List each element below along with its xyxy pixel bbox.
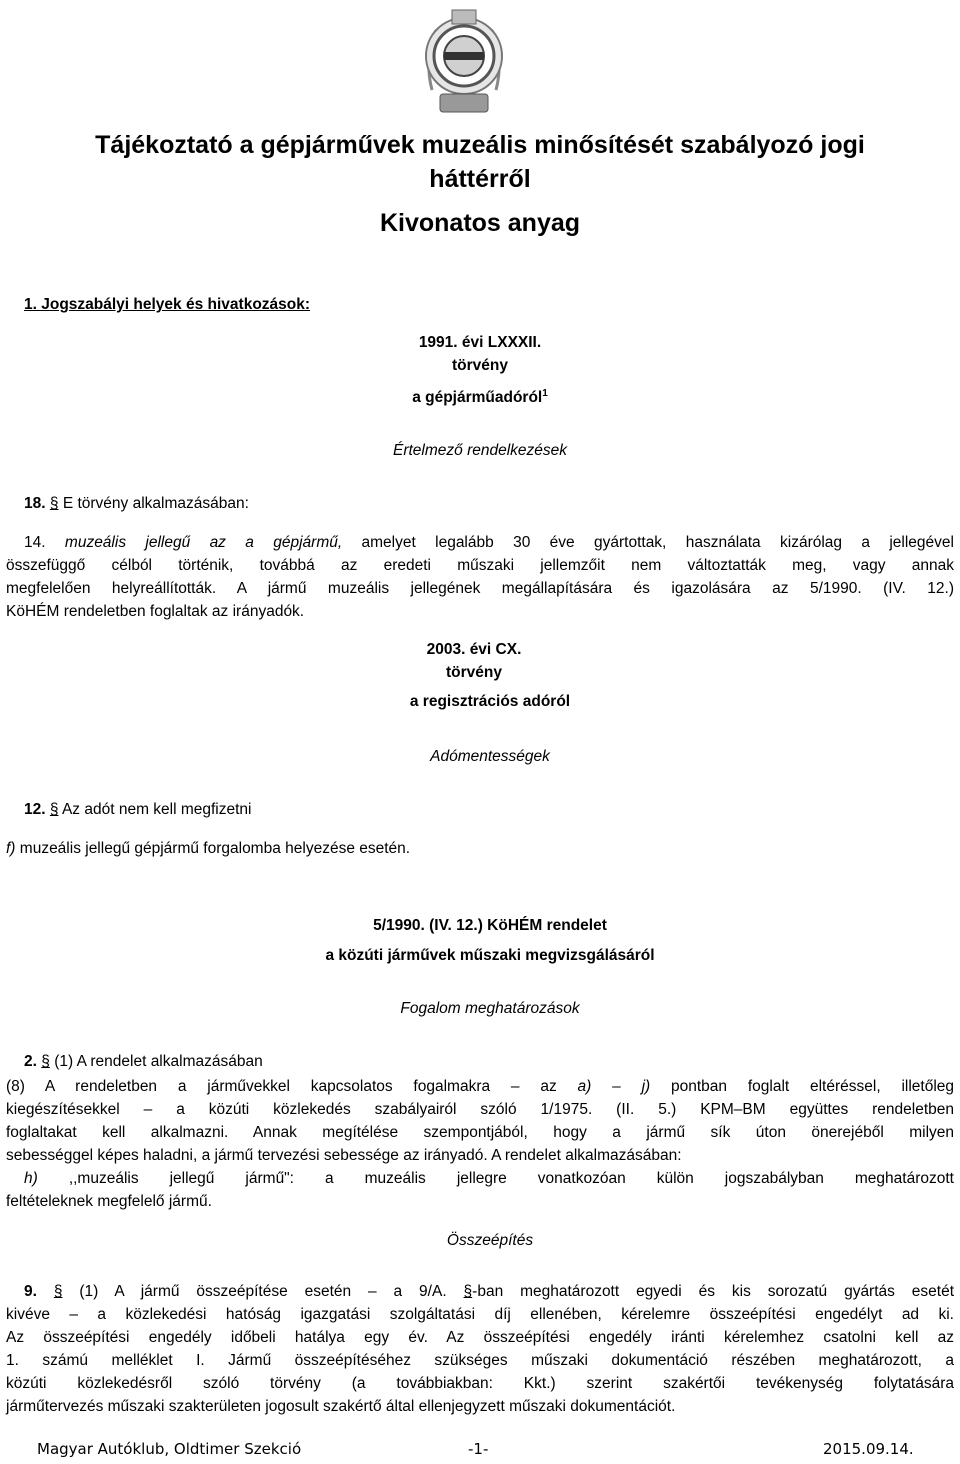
section-sign: §	[49, 801, 59, 818]
p8-dash: –	[612, 1078, 621, 1095]
p9-text-a: (1) A jármű összeépítése esetén – a 9/A.	[79, 1283, 447, 1300]
p8-ref-a: a)	[577, 1078, 592, 1095]
paragraph-number: 2.	[24, 1053, 37, 1070]
p8-text-e: pontban foglalt eltéréssel, illetőleg	[671, 1078, 955, 1095]
p9-line-3: Az összeépítési engedély időbeli hatálya egy év. Az összeépítési engedély iránti kérelemhez csatolni kell az	[6, 1329, 954, 1346]
law3-point-8	[6, 1075, 954, 1213]
p9-number: 9.	[24, 1283, 37, 1300]
p8-line-2: kiegészítésekkel – a közúti közlekedés szabályairól szóló 1/1975. (II. 5.) KPM–BM együttes rendeletben	[6, 1101, 954, 1118]
title-line-2: háttérről	[429, 165, 531, 193]
law2-paragraph-12	[24, 798, 252, 821]
law1-subject-text: a gépjárműadóról	[412, 389, 543, 407]
club-logo	[418, 0, 510, 118]
h-line-2: feltételeknek megfelelő jármű.	[6, 1193, 212, 1210]
law3-section2-title: Összeépítés	[446, 1232, 534, 1249]
logo-emblem-icon	[418, 0, 510, 118]
p9-line-5: közúti közlekedésről szóló törvény (a továbbiakban: Kkt.) szerint szakértői tevékenység folytatására	[6, 1375, 954, 1392]
p9-line-2: kivéve – a közlekedési hatóság igazgatási szolgáltatási díj ellenében, kérelemre összeépítési engedélyt ad ki.	[6, 1306, 954, 1323]
footer-date: 2015.09.14.	[823, 1440, 914, 1458]
p14-line-1-text: amelyet legalább 30 éve gyártottak, használata kizárólag a jellegével	[361, 534, 954, 551]
footer-organization: Magyar Autóklub, Oldtimer Szekció	[37, 1440, 302, 1458]
section-sign: §	[49, 495, 59, 512]
document-title	[0, 128, 960, 196]
h-line-1-text: ,,muzeális jellegű jármű": a muzeális jellegre vonatkozóan külön jogszabályban meghatározott	[68, 1170, 954, 1187]
section-sign: §	[53, 1283, 63, 1300]
law2-subject: a regisztrációs adóról	[409, 693, 571, 710]
p14-line-4: KöHÉM rendeletben foglaltak az irányadók.	[6, 603, 305, 620]
item-label: f)	[6, 840, 16, 857]
law3-paragraph-2	[24, 1050, 263, 1073]
law1-kind: törvény	[452, 357, 508, 374]
law3-section-title: Fogalom meghatározások	[400, 1000, 580, 1017]
paragraph-number: 18.	[24, 495, 46, 512]
footer-page-number: -1-	[468, 1440, 489, 1458]
document-subtitle: Kivonatos anyag	[379, 209, 581, 237]
law1-paragraph-18	[24, 492, 249, 515]
p8-line-3: foglaltakat kell alkalmazni. Annak megítélése szempontjából, hogy a jármű sík úton önerejéből milyen	[6, 1124, 954, 1141]
p8-line-4: sebességgel képes haladni, a jármű tervezési sebessége az irányadó. A rendelet alkalmazásában:	[6, 1147, 682, 1164]
section-sign: §	[41, 1053, 50, 1070]
item-text: muzeális jellegű gépjármű forgalomba helyezése esetén.	[19, 840, 411, 857]
section-sign-2: §	[463, 1283, 473, 1300]
p14-line-2: összefüggő célból történik, továbbá az eredeti műszaki jellemzőit nem változtatták meg, vagy annak	[6, 557, 954, 574]
law3-paragraph-9	[6, 1280, 954, 1418]
law1-point-14	[6, 531, 954, 623]
p9-line-4: 1. számú melléklet I. Jármű összeépítéséhez szükséges műszaki dokumentáció részében meghatározott, a	[6, 1352, 954, 1369]
p9-line-6: járműtervezés műszaki szakterületen jogosult szakértő által ellenjegyzett műszaki dokumentációt.	[6, 1398, 676, 1415]
law3-subject: a közúti járművek műszaki megvizsgálásáról	[325, 947, 655, 964]
paragraph-text: Az adót nem kell megfizetni	[61, 801, 252, 818]
law2-number: 2003. évi CX.	[426, 641, 522, 658]
p14-line-3: megfelelően helyreállították. A jármű muzeális jellegének megállapítására és igazolására az 5/1990. (IV. 12.)	[6, 580, 954, 597]
law1-number: 1991. évi LXXXII.	[418, 334, 542, 351]
p9-line-1	[6, 1280, 954, 1303]
p14-term: muzeális jellegű az a gépjármű,	[64, 534, 343, 551]
h-label: h)	[24, 1170, 38, 1187]
paragraph-number: 12.	[24, 801, 46, 818]
paragraph-text: E törvény alkalmazásában:	[62, 495, 249, 512]
p14-number: 14.	[24, 534, 46, 551]
h-line-1	[6, 1167, 954, 1190]
title-line-1: Tájékoztató a gépjárművek muzeális minősítését szabályozó jogi	[95, 131, 865, 159]
law1-section-title: Értelmező rendelkezések	[392, 442, 568, 459]
law3-number: 5/1990. (IV. 12.) KöHÉM rendelet	[373, 917, 607, 934]
paragraph-text: (1) A rendelet alkalmazásában	[54, 1053, 263, 1070]
p9-text-b: -ban meghatározott egyedi és kis sorozatú gyártás esetét	[472, 1283, 955, 1300]
law2-item-f	[6, 837, 410, 860]
section-heading: 1. Jogszabályi helyek és hivatkozások:	[24, 296, 311, 313]
p8-line-1	[6, 1075, 954, 1098]
p8-text-a: (8) A rendeletben a járművekkel kapcsolatos fogalmakra – az	[6, 1078, 557, 1095]
footnote-mark: 1	[542, 388, 548, 399]
law1-subject	[0, 382, 960, 409]
law2-section-title: Adómentességek	[430, 748, 550, 765]
law2-kind: törvény	[446, 664, 502, 681]
p8-ref-j: j)	[641, 1078, 651, 1095]
p14-line-1	[6, 531, 954, 554]
